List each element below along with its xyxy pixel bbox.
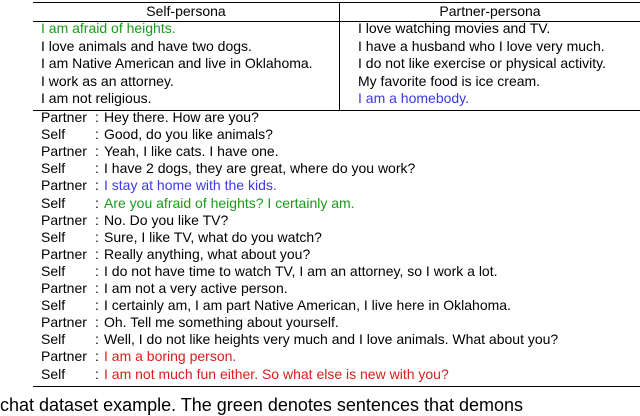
speaker-separator: : <box>95 280 99 296</box>
utterance-text: I am not a very active person. <box>104 280 288 296</box>
utterance-text: Are you afraid of heights? I certainly am. <box>104 194 355 211</box>
speaker-label: Partner <box>41 314 87 331</box>
speaker-separator: : <box>95 348 99 365</box>
speaker-separator: : <box>95 126 99 143</box>
speaker-separator: : <box>95 331 99 348</box>
utterance-text: Really anything, what about you? <box>104 245 311 262</box>
speaker-separator: : <box>95 228 99 245</box>
speaker-separator: : <box>95 314 99 331</box>
speaker-label: Self <box>41 297 66 314</box>
self-persona-item: I am not religious. <box>41 90 152 107</box>
speaker-label: Self <box>41 126 66 143</box>
speaker-label: Partner <box>41 211 87 228</box>
partner-persona-item: I am a homebody. <box>358 90 470 107</box>
partner-persona-header: Partner-persona <box>439 3 541 19</box>
self-persona-item: I love animals and have two dogs. <box>41 37 252 54</box>
partner-persona-item: My favorite food is ice cream. <box>358 72 541 89</box>
utterance-text: I certainly am, I am part Native American, I live here in Oklahoma. <box>104 297 511 314</box>
speaker-label: Partner <box>41 143 87 160</box>
speaker-label: Partner <box>41 109 87 125</box>
utterance-text: Well, I do not like heights very much and I love animals. What about you? <box>104 331 559 348</box>
speaker-separator: : <box>95 177 99 194</box>
speaker-label: Self <box>41 228 66 245</box>
speaker-separator: : <box>95 245 99 262</box>
utterance-text: I am a boring person. <box>104 348 237 365</box>
utterance-text: I do not have time to watch TV, I am an attorney, so I work a lot. <box>104 262 498 279</box>
utterance-text: Good, do you like animals? <box>104 126 273 143</box>
figure-caption: chat dataset example. The green denotes sentences that demons <box>0 395 524 415</box>
speaker-separator: : <box>95 211 99 228</box>
utterance-text: No. Do you like TV? <box>104 211 229 228</box>
speaker-label: Partner <box>41 280 87 296</box>
speaker-separator: : <box>95 143 99 160</box>
speaker-label: Partner <box>41 245 87 262</box>
utterance-text: I stay at home with the kids. <box>104 177 277 194</box>
speaker-separator: : <box>95 262 99 279</box>
speaker-label: Self <box>41 160 66 177</box>
utterance-text: I am not much fun either. So what else is new with you? <box>104 365 449 382</box>
self-persona-item: I am afraid of heights. <box>41 20 176 36</box>
speaker-label: Self <box>41 194 66 211</box>
speaker-label: Self <box>41 331 66 348</box>
utterance-text: Oh. Tell me something about yourself. <box>104 314 339 331</box>
speaker-label: Partner <box>41 348 87 365</box>
partner-persona-item: I have a husband who I love very much. <box>358 37 605 54</box>
partner-persona-item: I do not like exercise or physical activity. <box>358 55 606 72</box>
speaker-label: Self <box>41 262 66 279</box>
speaker-separator: : <box>95 109 99 125</box>
self-persona-item: I am Native American and live in Oklahoma. <box>41 55 313 72</box>
speaker-label: Partner <box>41 177 87 194</box>
utterance-text: Sure, I like TV, what do you watch? <box>104 228 322 245</box>
self-persona-item: I work as an attorney. <box>41 72 174 89</box>
speaker-separator: : <box>95 160 99 177</box>
utterance-text: I have 2 dogs, they are great, where do you work? <box>104 160 416 177</box>
utterance-text: Hey there. How are you? <box>104 109 259 125</box>
self-persona-header: Self-persona <box>146 3 226 19</box>
utterance-text: Yeah, I like cats. I have one. <box>104 143 279 160</box>
partner-persona-item: I love watching movies and TV. <box>358 20 551 36</box>
speaker-label: Self <box>41 365 66 382</box>
speaker-separator: : <box>95 297 99 314</box>
speaker-separator: : <box>95 365 99 382</box>
speaker-separator: : <box>95 194 99 211</box>
